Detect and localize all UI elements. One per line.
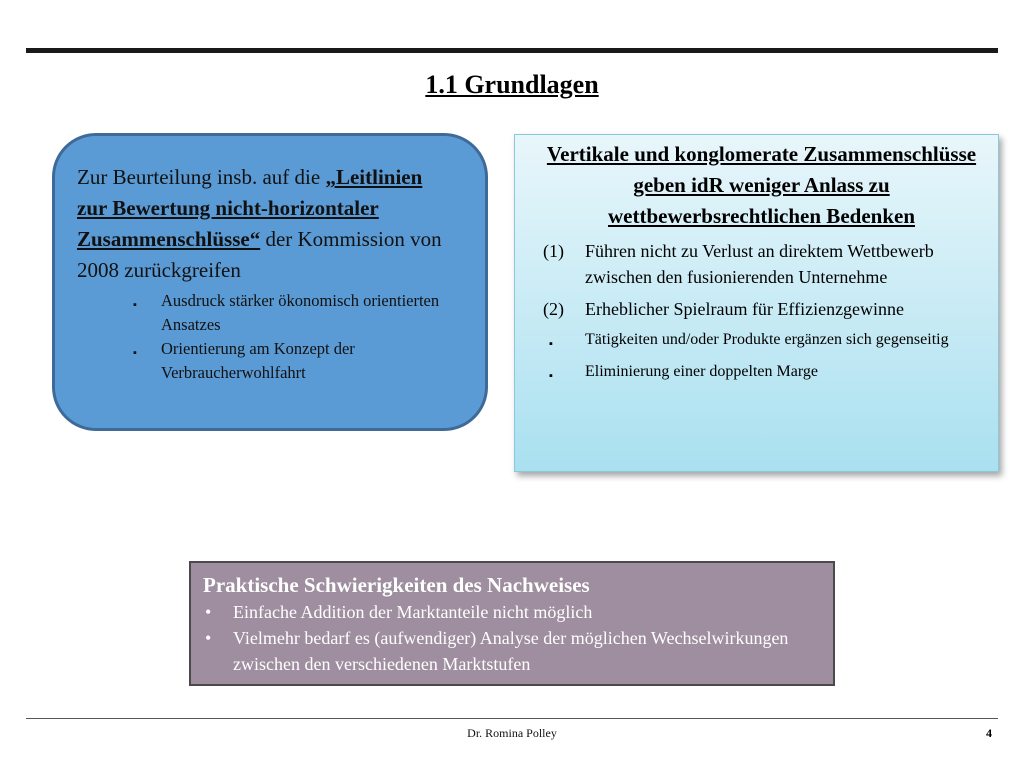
page-number: 4 <box>986 726 992 740</box>
bullet-text: Einfache Addition der Marktanteile nicht möglich <box>233 602 593 622</box>
list-item <box>543 296 980 322</box>
list-item <box>543 238 980 290</box>
footer-divider <box>26 718 998 719</box>
bullet-text: Eliminierung einer doppelten Marge <box>585 363 818 380</box>
left-info-box <box>52 133 488 431</box>
bullet-dot-icon: • <box>205 602 212 622</box>
bottom-info-box <box>189 561 835 686</box>
left-bullet-list <box>77 289 455 385</box>
list-item <box>543 328 980 352</box>
guidelines-title: „Leitlinien zur Bewertung nicht-horizontaler Zusammenschlüsse“ <box>77 165 423 251</box>
item-number: (1) <box>543 241 564 261</box>
item-text: Erheblicher Spielraum für Effizienzgewinne <box>585 299 905 319</box>
square-bullet-icon: ▪ <box>549 370 553 382</box>
bullet-text: Vielmehr bedarf es (aufwendiger) Analyse der möglichen Wechselwirkungen zwischen den verschiedenen Marktstufen <box>233 628 789 674</box>
square-bullet-icon: ▪ <box>133 347 137 359</box>
item-text: Führen nicht zu Verlust an direktem Wettbewerb zwischen den fusionierenden Unternehme <box>585 241 934 287</box>
bottom-bullet-list <box>203 599 821 677</box>
slide-title: 1.1 Grundlagen <box>425 70 599 99</box>
list-item <box>543 360 980 384</box>
bullet-text: Tätigkeiten und/oder Produkte ergänzen sich gegenseitig <box>585 331 949 348</box>
top-divider <box>26 48 998 53</box>
list-item <box>203 625 821 677</box>
right-box-heading: Vertikale und konglomerate Zusammenschlüsse geben idR weniger Anlass zu wettbewerbsrechtlichen Bedenken <box>546 142 977 228</box>
square-bullet-icon: ▪ <box>549 338 553 350</box>
intro-line-2: der Kommission von 2008 zurückgreifen <box>77 227 442 282</box>
bullet-text: Ausdruck stärker ökonomisch orientierten Ansatzes <box>161 291 440 334</box>
item-number: (2) <box>543 299 564 319</box>
square-bullet-icon: ▪ <box>133 299 137 311</box>
right-info-box <box>514 134 999 472</box>
list-item <box>77 337 455 385</box>
right-bullet-list <box>543 328 980 384</box>
numbered-list <box>543 238 980 322</box>
bullet-text: Orientierung am Konzept der Verbraucherwohlfahrt <box>161 339 355 382</box>
intro-line-1: Zur Beurteilung insb. auf die <box>77 165 321 189</box>
list-item <box>77 289 455 337</box>
bottom-box-heading: Praktische Schwierigkeiten des Nachweises <box>203 573 590 597</box>
left-intro-text <box>77 162 455 286</box>
list-item <box>203 599 821 625</box>
footer-author: Dr. Romina Polley <box>467 726 557 740</box>
bullet-dot-icon: • <box>205 628 212 648</box>
